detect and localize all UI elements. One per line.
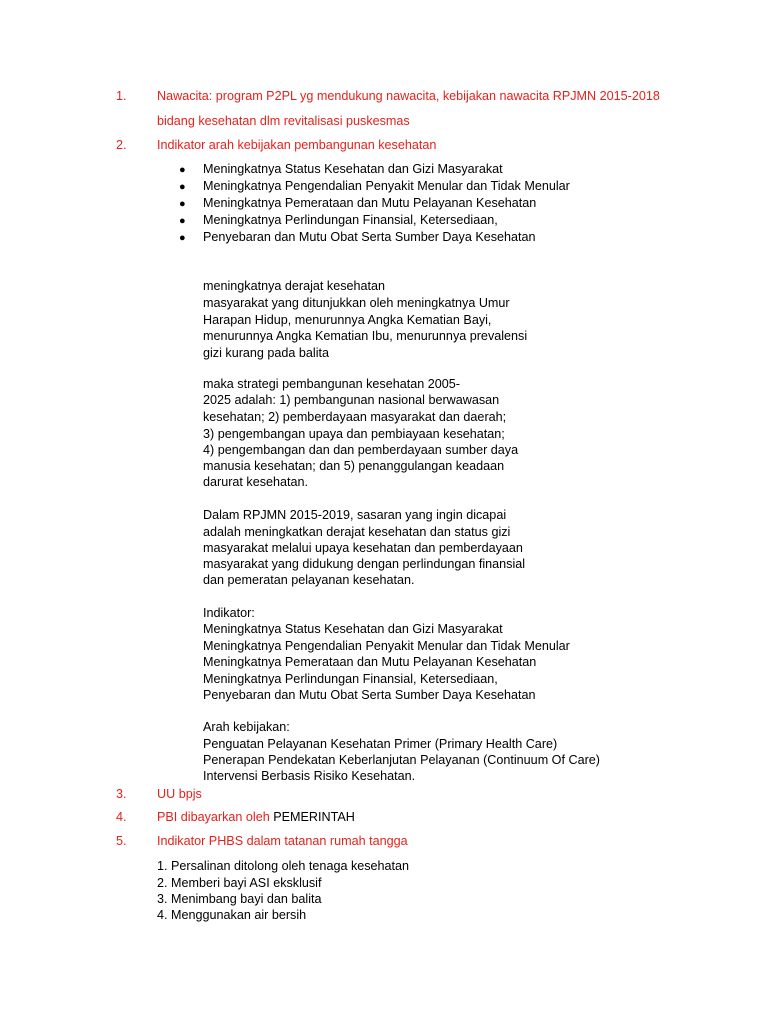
paragraph-line: maka strategi pembangunan kesehatan 2005- [203,377,460,391]
item-3-heading: UU bpjs [157,787,202,801]
paragraph-line: adalah meningkatkan derajat kesehatan dan status gizi [203,525,511,539]
item-2-heading: Indikator arah kebijakan pembangunan kesehatan [157,138,437,152]
item-4-heading [157,810,355,824]
paragraph-line: Intervensi Berbasis Risiko Kesehatan. [203,769,416,783]
phbs-list-item: 2. Memberi bayi ASI eksklusif [157,876,322,890]
paragraph-line: Meningkatnya Perlindungan Finansial, Ketersediaan, [203,672,498,686]
bullet-dot-icon: ● [179,181,186,193]
paragraph-line: gizi kurang pada balita [203,346,330,360]
bullet-dot-icon: ● [179,164,186,176]
paragraph-line: darurat kesehatan. [203,475,309,489]
phbs-list-item: 4. Menggunakan air bersih [157,908,307,922]
item-5-heading: Indikator PHBS dalam tatanan rumah tangga [157,834,408,848]
paragraph-line: meningkatnya derajat kesehatan [203,279,386,293]
item-4-number: 4. [116,810,127,824]
item-1-heading-continued: bidang kesehatan dlm revitalisasi puskesmas [157,114,410,128]
bullet-item: Meningkatnya Perlindungan Finansial, Ketersediaan, [203,213,498,227]
paragraph-line: Meningkatnya Status Kesehatan dan Gizi Masyarakat [203,622,503,636]
paragraph-line: Indikator: [203,606,255,620]
paragraph-line: 4) pengembangan dan dan pemberdayaan sumber daya [203,443,519,457]
paragraph-line: masyarakat yang ditunjukkan oleh meningkatnya Umur [203,296,510,310]
paragraph-line: dan pemeratan pelayanan kesehatan. [203,573,415,587]
paragraph-line: Meningkatnya Pengendalian Penyakit Menular dan Tidak Menular [203,639,570,653]
bullet-item: Penyebaran dan Mutu Obat Serta Sumber Daya Kesehatan [203,230,536,244]
paragraph-line: kesehatan; 2) pemberdayaan masyarakat dan daerah; [203,410,507,424]
bullet-item: Meningkatnya Pengendalian Penyakit Menular dan Tidak Menular [203,179,570,193]
phbs-list-item: 1. Persalinan ditolong oleh tenaga kesehatan [157,859,410,873]
item-5-number: 5. [116,834,127,848]
item-2-number: 2. [116,138,127,152]
paragraph-line: masyarakat melalui upaya kesehatan dan pemberdayaan [203,541,523,555]
paragraph-line: menurunnya Angka Kematian Ibu, menurunnya prevalensi [203,329,528,343]
bullet-dot-icon: ● [179,232,186,244]
item-1-heading: Nawacita: program P2PL yg mendukung nawacita, kebijakan nawacita RPJMN 2015-2018 [157,89,660,103]
bullet-dot-icon: ● [179,215,186,227]
bullet-item: Meningkatnya Status Kesehatan dan Gizi Masyarakat [203,162,503,176]
item-4-heading-black: PEMERINTAH [273,810,355,824]
paragraph-line: Penguatan Pelayanan Kesehatan Primer (Primary Health Care) [203,737,558,751]
item-3-number: 3. [116,787,127,801]
paragraph-line: Harapan Hidup, menurunnya Angka Kematian Bayi, [203,313,492,327]
paragraph-line: 2025 adalah: 1) pembangunan nasional berwawasan [203,393,500,407]
paragraph-line: 3) pengembangan upaya dan pembiayaan kesehatan; [203,427,505,441]
phbs-list-item: 3. Menimbang bayi dan balita [157,892,322,906]
item-1-number: 1. [116,89,127,103]
paragraph-line: Dalam RPJMN 2015-2019, sasaran yang ingin dicapai [203,508,507,522]
item-4-heading-red: PBI dibayarkan oleh [157,810,270,824]
paragraph-line: masyarakat yang didukung dengan perlindungan finansial [203,557,526,571]
paragraph-line: Meningkatnya Pemerataan dan Mutu Pelayanan Kesehatan [203,655,537,669]
paragraph-line: Arah kebijakan: [203,720,290,734]
paragraph-line: manusia kesehatan; dan 5) penanggulangan keadaan [203,459,505,473]
bullet-item: Meningkatnya Pemerataan dan Mutu Pelayanan Kesehatan [203,196,537,210]
paragraph-line: Penerapan Pendekatan Keberlanjutan Pelayanan (Continuum Of Care) [203,753,600,767]
bullet-dot-icon: ● [179,198,186,210]
paragraph-line: Penyebaran dan Mutu Obat Serta Sumber Daya Kesehatan [203,688,536,702]
